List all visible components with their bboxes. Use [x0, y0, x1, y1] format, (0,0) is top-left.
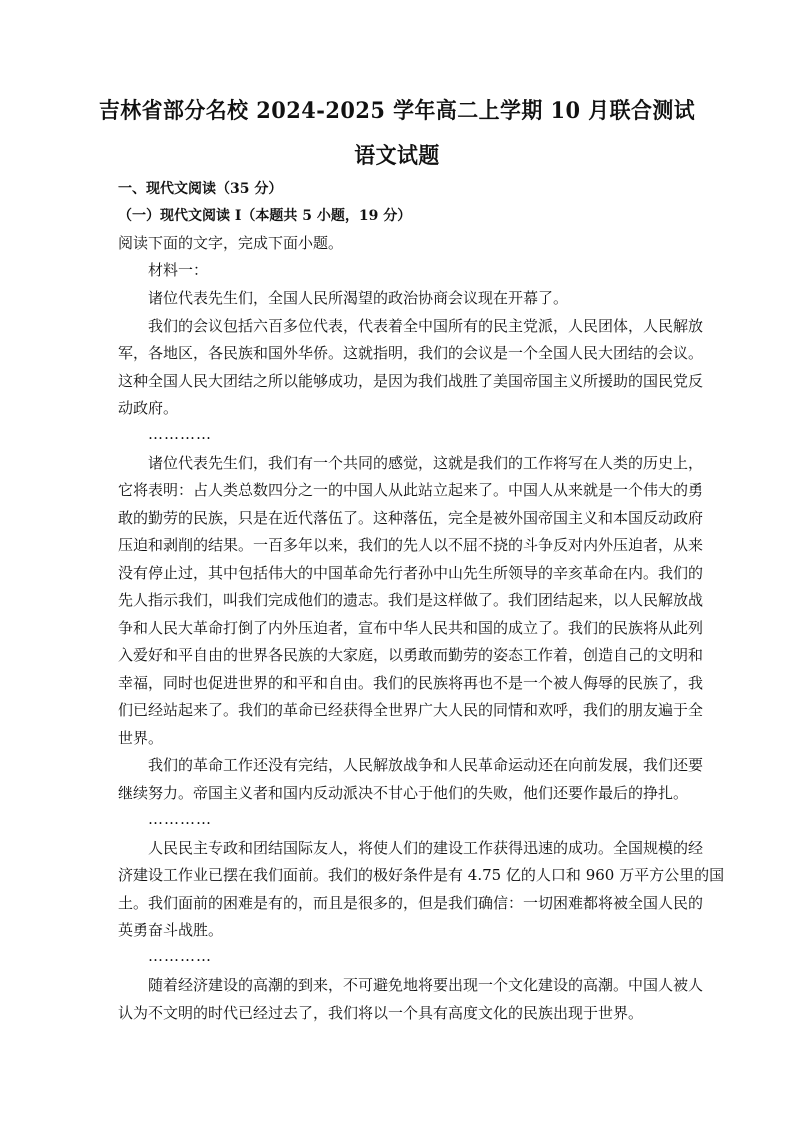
- paragraph-line: 入爱好和平自由的世界各民族的大家庭，以勇敢而勤劳的姿态工作着，创造自己的文明和: [118, 646, 704, 664]
- paragraph-line: 争和人民大革命打倒了内外压迫者，宣布中华人民共和国的成立了。我们的民族将从此列: [118, 619, 704, 637]
- instruction-text: 阅读下面的文字，完成下面小题。: [118, 234, 344, 252]
- paragraph-line: 济建设工作业已摆在我们面前。我们的极好条件是有 4.75 亿的人口和 960 万平方公里的国: [118, 866, 725, 884]
- paragraph-line: 我们的会议包括六百多位代表，代表着全中国所有的民主党派，人民团体，人民解放: [148, 317, 704, 335]
- paragraph-line: 没有停止过，其中包括伟大的中国革命先行者孙中山先生所领导的辛亥革命在内。我们的: [118, 564, 704, 582]
- subsection-heading: （一）现代文阅读 I（本题共 5 小题，19 分）: [118, 208, 412, 224]
- material-label: 材料一：: [148, 261, 209, 279]
- paragraph-line: 英勇奋斗战胜。: [118, 921, 224, 939]
- paragraph-line: 敢的勤劳的民族，只是在近代落伍了。这种落伍，完全是被外国帝国主义和本国反动政府: [118, 509, 704, 527]
- paragraph-line: 土。我们面前的困难是有的，而且是很多的，但是我们确信：一切困难都将被全国人民的: [118, 894, 704, 912]
- paragraph-line: 我们的革命工作还没有完结，人民解放战争和人民革命运动还在向前发展，我们还要: [148, 756, 704, 774]
- ellipsis-separator: …………: [148, 947, 212, 965]
- paragraph-line: 世界。: [118, 729, 164, 747]
- paragraph-line: 先人指示我们，叫我们完成他们的遗志。我们是这样做了。我们团结起来，以人民解放战: [118, 591, 704, 609]
- ellipsis-separator: …………: [148, 810, 212, 828]
- document-title: 吉林省部分名校 2024-2025 学年高二上学期 10 月联合测试: [98, 98, 696, 124]
- section-heading: 一、现代文阅读（35 分）: [118, 181, 283, 197]
- paragraph-line: 诸位代表先生们，全国人民所渴望的政治协商会议现在开幕了。: [148, 289, 569, 307]
- paragraph-line: 们已经站起来了。我们的革命已经获得全世界广大人民的同情和欢呼，我们的朋友遍于全: [118, 701, 704, 719]
- document-subtitle: 语文试题: [354, 143, 440, 169]
- paragraph-line: 军，各地区，各民族和国外华侨。这就指明，我们的会议是一个全国人民大团结的会议。: [118, 344, 704, 362]
- paragraph-line: 随着经济建设的高潮的到来，不可避免地将要出现一个文化建设的高潮。中国人被人: [148, 976, 704, 994]
- paragraph-line: 继续努力。帝国主义者和国内反动派决不甘心于他们的失败，他们还要作最后的挣扎。: [118, 784, 689, 802]
- paragraph-line: 诸位代表先生们，我们有一个共同的感觉，这就是我们的工作将写在人类的历史上，: [148, 454, 704, 472]
- paragraph-line: 幸福，同时也促进世界的和平和自由。我们的民族将再也不是一个被人侮辱的民族了，我: [118, 674, 704, 692]
- paragraph-line: 这种全国人民大团结之所以能够成功，是因为我们战胜了美国帝国主义所援助的国民党反: [118, 372, 704, 390]
- paragraph-line: 压迫和剥削的结果。一百多年以来，我们的先人以不屈不挠的斗争反对内外压迫者，从来: [118, 536, 704, 554]
- paragraph-line: 认为不文明的时代已经过去了，我们将以一个具有高度文化的民族出现于世界。: [118, 1004, 644, 1022]
- paragraph-line: 人民民主专政和团结国际友人，将使人们的建设工作获得迅速的成功。全国规模的经: [148, 839, 704, 857]
- ellipsis-separator: …………: [148, 425, 212, 443]
- paragraph-line: 它将表明：占人类总数四分之一的中国人从此站立起来了。中国人从来就是一个伟大的勇: [118, 481, 704, 499]
- paragraph-line: 动政府。: [118, 399, 179, 417]
